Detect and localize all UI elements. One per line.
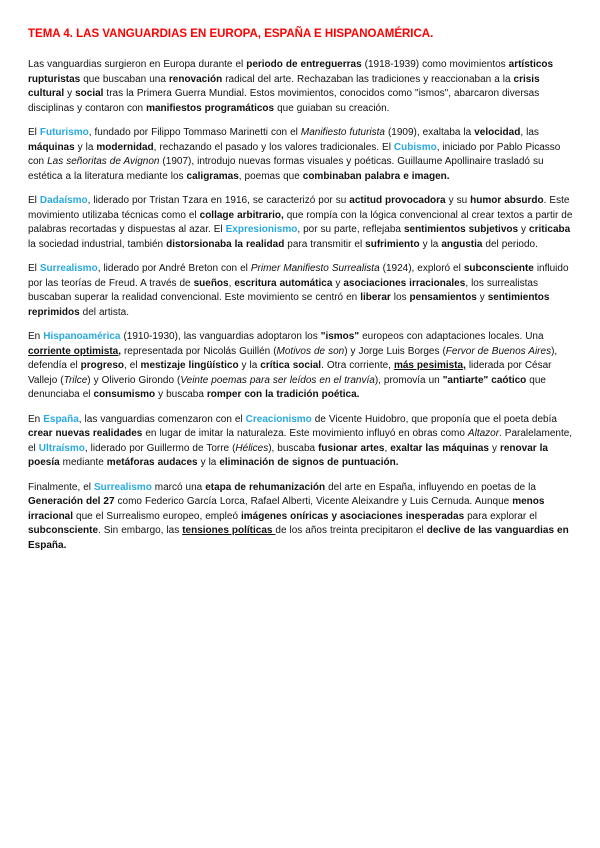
text-run: Las señoritas de Avignon	[47, 156, 160, 167]
text-run: , liderado por André Breton con el	[97, 263, 251, 274]
text-run: crisis cultural	[28, 73, 540, 99]
text-run: en lugar de imitar la naturaleza. Este movimiento influyó en obras como	[142, 428, 468, 439]
text-run: ) y Oliverio Girondo (	[87, 374, 181, 386]
text-run: tras la Primera Guerra Mundial. Estos movimientos, conocidos como "ismos", abarcaron diversas disciplinas y contaron con	[28, 88, 540, 114]
text-run: del arte en España, influyendo en poetas de la	[325, 481, 536, 493]
text-run: , liderado por Guillermo de Torre (	[84, 442, 236, 454]
text-run: , las vanguardias comenzaron con el	[78, 413, 246, 425]
text-run: y la	[238, 360, 261, 371]
text-run: marcó una	[151, 481, 206, 493]
text-run: sentimientos subjetivos	[403, 224, 519, 235]
text-run: Las vanguardias surgieron en Europa durante el	[28, 59, 247, 70]
text-run: y buscaba	[155, 389, 207, 400]
text-run: subconsciente	[28, 525, 99, 536]
text-run: sueños	[193, 277, 229, 289]
text-run: y su	[445, 195, 471, 206]
text-run: (1910-1930), las vanguardias adoptaron los	[120, 331, 321, 342]
text-run: corriente optimista,	[28, 345, 121, 357]
paragraph	[28, 413, 573, 471]
text-run: (1924), exploró el	[379, 263, 464, 274]
text-run: artísticos rupturistas	[28, 59, 554, 85]
text-run: asociaciones irracionales	[343, 277, 466, 289]
text-run: de Vicente Huidobro, que proponía que el poeta debía	[311, 413, 557, 425]
text-run: El	[28, 263, 40, 274]
text-run: . Paralelamente, el	[28, 428, 573, 454]
text-run: Manifiesto futurista	[300, 127, 385, 138]
text-run: mestizaje lingüístico	[140, 360, 239, 371]
text-run: influido por las teorías de Freud. A través de	[28, 263, 569, 289]
text-run: Hélices	[235, 442, 269, 454]
text-run: del periodo.	[482, 238, 538, 250]
text-run: criticaba	[529, 224, 571, 235]
text-run: . Otra corriente,	[321, 360, 394, 371]
text-run: declive de las vanguardias en España.	[28, 525, 569, 551]
text-run: , por su parte, reflejaba	[297, 224, 404, 235]
text-run: angustia	[441, 238, 483, 250]
text-run: ) y Jorge Luis Borges (	[344, 345, 446, 357]
text-run: y	[476, 292, 488, 303]
text-run: que rompía con la lógica convencional al crear textos a partir de palabras recortadas y dispuestas al azar. El	[28, 209, 573, 235]
text-run: , las	[520, 127, 539, 138]
text-run: europeos con adaptaciones locales. Una	[359, 331, 544, 342]
text-run: máquinas	[28, 141, 75, 153]
text-run: , iniciado por Pablo Picasso con	[28, 141, 561, 167]
text-run: caligramas	[186, 170, 239, 182]
paragraph	[28, 194, 573, 252]
paragraph	[28, 262, 573, 320]
text-run: que buscaban una	[80, 73, 169, 85]
text-run: la sociedad industrial, también	[28, 238, 167, 250]
text-run: España	[43, 413, 79, 425]
text-run: En	[28, 413, 44, 425]
text-run: , fundado por Filippo Tommaso Marinetti con el	[88, 127, 301, 138]
text-run: El	[28, 127, 40, 138]
text-run: Cubismo	[393, 141, 437, 153]
text-run: , el	[124, 360, 141, 371]
text-run: Altazor	[467, 428, 500, 439]
text-run: Veinte poemas para ser leídos en el tranvía	[180, 374, 375, 386]
text-run: renovación	[168, 73, 223, 85]
text-run: progreso	[80, 360, 125, 371]
page-title: TEMA 4. LAS VANGUARDIAS EN EUROPA, ESPAÑA E HISPANOAMÉRICA.	[28, 28, 434, 40]
text-run: Trilce	[63, 374, 88, 386]
text-run: , liderado por Tristan Tzara en 1916, se caracterizó por su	[87, 195, 350, 206]
paragraph	[28, 481, 573, 554]
text-run: y	[332, 277, 344, 289]
text-run: Ultraísmo	[38, 442, 85, 454]
text-run: "ismos"	[320, 331, 360, 342]
text-run: social	[75, 88, 104, 99]
text-run: (1918-1939) como movimientos	[361, 59, 509, 70]
text-run: para transmitir el	[284, 238, 366, 250]
text-run: romper con la tradición poética.	[206, 389, 360, 400]
text-run: etapa de rehumanización	[205, 481, 326, 493]
text-run: Creacionismo	[245, 413, 312, 425]
text-run: actitud provocadora	[349, 195, 446, 206]
text-run: humor absurdo	[470, 195, 544, 206]
text-run: sentimientos reprimidos	[28, 292, 550, 318]
text-run: "antiarte" caótico	[442, 374, 527, 386]
text-run: radical del arte. Rechazaban las tradiciones y reaccionaban a la	[222, 73, 514, 85]
text-run: Surrealismo	[94, 481, 152, 493]
text-run: metáforas audaces	[106, 457, 198, 468]
text-run: como Federico García Lorca, Rafael Alberti, Vicente Aleixandre y Luis Cernuda. Aunque	[114, 496, 513, 507]
text-run: Generación del 27	[28, 496, 115, 507]
text-run: y	[489, 442, 500, 454]
text-run: y la	[419, 238, 442, 250]
text-run: manifiestos programáticos	[146, 102, 275, 114]
text-run: Expresionismo	[225, 224, 298, 235]
text-run: de los años treinta precipitaron el	[275, 525, 427, 536]
text-run: (1907), introdujo nuevas formas visuales y poéticas. Guillaume Apollinaire trasladó su estética a la literatura mediante los	[28, 156, 544, 182]
text-run: ,	[228, 277, 235, 289]
text-run: y	[64, 88, 76, 99]
paragraph	[28, 126, 573, 184]
text-run: liberar	[360, 292, 391, 303]
text-run: periodo de entreguerras	[246, 59, 362, 70]
text-run: En	[28, 331, 44, 342]
text-run: que denunciaba el	[28, 374, 546, 400]
text-run: que el Surrealismo europeo, empleó	[73, 510, 241, 522]
text-run: distorsionaba la realidad	[166, 238, 285, 250]
text-run: Dadaísmo	[39, 195, 88, 206]
text-run: . Sin embargo, las	[98, 525, 183, 536]
text-run: , poemas que	[238, 170, 303, 182]
text-run: , los surrealistas buscaban superar la realidad convencional. Este movimiento se centró en	[28, 277, 538, 303]
text-run: Hispanoamérica	[43, 331, 121, 342]
text-run: Motivos de son	[276, 345, 345, 357]
text-run: ), defendía el	[28, 345, 558, 371]
text-run: ), buscaba	[268, 442, 319, 454]
text-run: mediante	[59, 457, 107, 468]
text-run: eliminación de signos de puntuación.	[219, 457, 399, 468]
text-run: representada por Nicolás Guillén (	[121, 345, 277, 357]
text-run: collage arbitrario,	[199, 209, 284, 221]
text-run: más pesimista,	[393, 360, 466, 371]
text-run: del artista.	[79, 306, 129, 318]
text-run: renovar la poesía	[28, 442, 548, 468]
text-run: combinaban palabra e imagen.	[302, 170, 450, 182]
text-run: fusionar artes	[318, 442, 385, 454]
text-run: El	[28, 195, 40, 206]
text-run: que guiaban su creación.	[274, 102, 390, 114]
text-run: imágenes oníricas y asociaciones inesperadas	[241, 510, 465, 522]
text-run: ), promovía un	[374, 374, 443, 386]
text-run: liderada por César Vallejo (	[28, 360, 552, 386]
text-run: Futurismo	[39, 127, 89, 138]
text-run: subconsciente	[463, 263, 534, 274]
text-run: y la	[197, 457, 220, 468]
text-run: Surrealismo	[39, 263, 98, 274]
text-run: Fervor de Buenos Aires	[445, 345, 552, 357]
text-run: para explorar el	[464, 510, 538, 522]
text-run: crear nuevas realidades	[28, 428, 143, 439]
text-run: (1909), exaltaba la	[385, 127, 475, 138]
text-run: , rechazando el pasado y los valores tradicionales. El	[153, 141, 394, 153]
text-run: y la	[74, 141, 97, 153]
text-run: ,	[384, 442, 391, 454]
text-run: y	[518, 224, 530, 235]
text-run: . Este movimiento utilizaba técnicas como el	[28, 195, 570, 221]
text-run: Primer Manifiesto Surrealista	[250, 263, 380, 274]
text-run: los	[390, 292, 410, 303]
text-run: pensamientos	[409, 292, 477, 303]
text-run: escritura automática	[234, 277, 333, 289]
text-run: exaltar las máquinas	[390, 442, 489, 454]
text-run: crítica social	[260, 360, 322, 371]
document-body	[28, 58, 573, 553]
paragraph	[28, 330, 573, 403]
text-run: velocidad	[474, 127, 521, 138]
text-run: consumismo	[93, 389, 156, 400]
text-run: tensiones políticas	[182, 525, 276, 536]
text-run: menos irracional	[28, 496, 545, 522]
text-run: Finalmente, el	[28, 481, 94, 493]
text-run: sufrimiento	[365, 238, 420, 250]
text-run: modernidad	[96, 141, 154, 153]
paragraph	[28, 58, 573, 116]
